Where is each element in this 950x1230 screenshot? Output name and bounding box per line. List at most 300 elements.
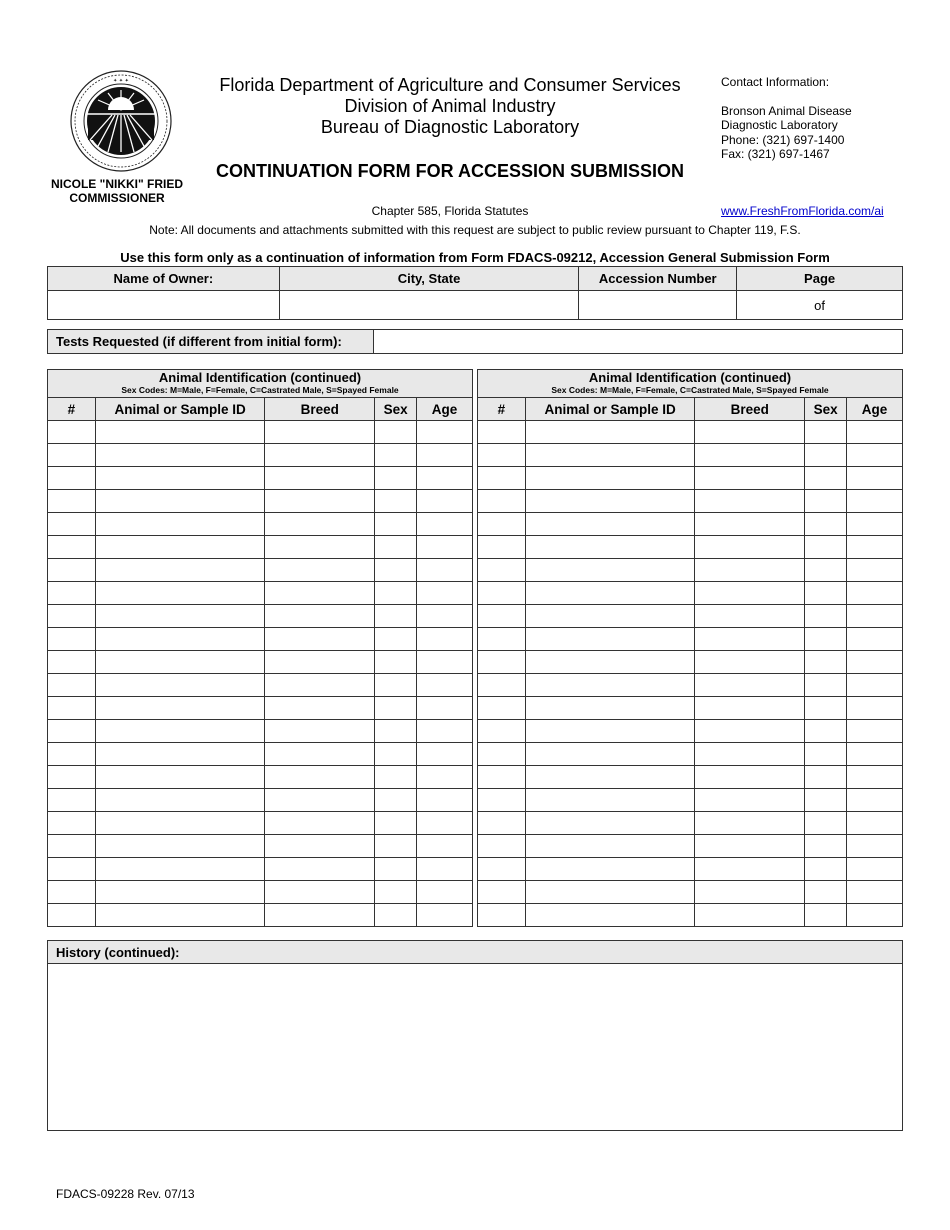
table-row <box>48 490 473 513</box>
age-cell[interactable] <box>417 582 473 605</box>
row-number-cell[interactable] <box>478 789 526 812</box>
sample-id-cell[interactable] <box>95 766 265 789</box>
table-row <box>48 904 473 927</box>
table-row <box>478 444 903 467</box>
department-seal <box>70 70 172 172</box>
age-cell[interactable] <box>417 766 473 789</box>
breed-cell[interactable] <box>695 789 805 812</box>
breed-cell[interactable] <box>265 444 375 467</box>
sex-cell[interactable] <box>805 444 847 467</box>
age-cell[interactable] <box>847 628 903 651</box>
sex-cell[interactable] <box>375 605 417 628</box>
breed-cell[interactable] <box>695 812 805 835</box>
breed-cell[interactable] <box>265 789 375 812</box>
row-number-cell[interactable] <box>478 513 526 536</box>
sex-cell[interactable] <box>805 720 847 743</box>
breed-cell[interactable] <box>695 559 805 582</box>
breed-cell[interactable] <box>695 674 805 697</box>
breed-cell[interactable] <box>265 628 375 651</box>
sample-id-cell[interactable] <box>95 605 265 628</box>
sample-id-cell[interactable] <box>525 559 695 582</box>
age-cell[interactable] <box>847 904 903 927</box>
sex-cell[interactable] <box>805 881 847 904</box>
table-row <box>478 881 903 904</box>
age-cell[interactable] <box>417 858 473 881</box>
breed-cell[interactable] <box>265 467 375 490</box>
row-number-cell[interactable] <box>478 582 526 605</box>
age-cell[interactable] <box>847 651 903 674</box>
sample-id-cell[interactable] <box>525 490 695 513</box>
age-cell[interactable] <box>417 720 473 743</box>
breed-cell[interactable] <box>695 421 805 444</box>
breed-cell[interactable] <box>695 582 805 605</box>
sample-id-cell[interactable] <box>95 513 265 536</box>
commissioner-name: NICOLE "NIKKI" FRIED <box>50 177 184 191</box>
owner-name-header: Name of Owner: <box>48 267 280 291</box>
accession-number-header: Accession Number <box>579 267 737 291</box>
breed-cell[interactable] <box>265 559 375 582</box>
sample-id-cell[interactable] <box>95 835 265 858</box>
sex-cell[interactable] <box>375 858 417 881</box>
table-row <box>48 582 473 605</box>
breed-cell[interactable] <box>695 835 805 858</box>
breed-cell[interactable] <box>265 858 375 881</box>
sample-id-cell[interactable] <box>95 467 265 490</box>
animal-section-title: Animal Identification (continued) <box>158 369 362 385</box>
row-number-cell[interactable] <box>48 467 96 490</box>
sample-id-cell[interactable] <box>95 697 265 720</box>
sex-cell[interactable] <box>805 789 847 812</box>
age-cell[interactable] <box>417 789 473 812</box>
commissioner-block <box>40 177 194 205</box>
sex-cell[interactable] <box>375 766 417 789</box>
sample-id-cell[interactable] <box>95 858 265 881</box>
breed-cell[interactable] <box>695 467 805 490</box>
sample-id-cell[interactable] <box>525 628 695 651</box>
animal-section-header <box>48 370 473 398</box>
breed-cell[interactable] <box>695 904 805 927</box>
city-state-field[interactable] <box>279 291 579 320</box>
age-cell[interactable] <box>847 605 903 628</box>
breed-cell[interactable] <box>695 605 805 628</box>
sex-cell[interactable] <box>805 835 847 858</box>
city-state-header: City, State <box>279 267 579 291</box>
sex-cell[interactable] <box>375 513 417 536</box>
public-record-note: Note: All documents and attachments submitted with this request are subject to public review pursuant to Chapter 119, F.S. <box>149 223 801 237</box>
sample-id-cell[interactable] <box>95 881 265 904</box>
row-number-cell[interactable] <box>478 720 526 743</box>
row-number-cell[interactable] <box>48 904 96 927</box>
sex-cell[interactable] <box>805 812 847 835</box>
age-cell[interactable] <box>847 444 903 467</box>
sample-id-cell[interactable] <box>525 789 695 812</box>
agency-line-3: Bureau of Diagnostic Laboratory <box>320 117 580 137</box>
row-number-cell[interactable] <box>48 766 96 789</box>
age-cell[interactable] <box>847 720 903 743</box>
sample-id-cell[interactable] <box>95 651 265 674</box>
breed-cell[interactable] <box>265 674 375 697</box>
age-cell[interactable] <box>847 559 903 582</box>
contact-info <box>721 75 852 162</box>
row-number-cell[interactable] <box>48 536 96 559</box>
age-cell[interactable] <box>847 789 903 812</box>
sample-id-cell[interactable] <box>525 421 695 444</box>
sample-id-cell[interactable] <box>95 789 265 812</box>
sex-cell[interactable] <box>375 697 417 720</box>
col-sex-header: Sex <box>805 398 847 421</box>
sex-cell[interactable] <box>375 559 417 582</box>
row-number-cell[interactable] <box>478 766 526 789</box>
age-cell[interactable] <box>417 444 473 467</box>
breed-cell[interactable] <box>265 697 375 720</box>
breed-cell[interactable] <box>695 651 805 674</box>
sample-id-cell[interactable] <box>525 835 695 858</box>
sample-id-cell[interactable] <box>525 766 695 789</box>
age-cell[interactable] <box>847 513 903 536</box>
row-number-cell[interactable] <box>478 467 526 490</box>
sex-cell[interactable] <box>375 582 417 605</box>
page-header: Page <box>737 267 903 291</box>
col-sample-id-header: Animal or Sample ID <box>95 398 265 421</box>
age-cell[interactable] <box>417 743 473 766</box>
col-age-header: Age <box>847 398 903 421</box>
table-row <box>478 789 903 812</box>
table-row <box>478 651 903 674</box>
table-row <box>478 513 903 536</box>
sample-id-cell[interactable] <box>95 582 265 605</box>
sex-cell[interactable] <box>805 605 847 628</box>
sex-cell[interactable] <box>375 743 417 766</box>
sample-id-cell[interactable] <box>95 674 265 697</box>
age-cell[interactable] <box>417 651 473 674</box>
breed-cell[interactable] <box>695 697 805 720</box>
breed-cell[interactable] <box>695 628 805 651</box>
svg-text:✦ ✦ ✦: ✦ ✦ ✦ <box>113 78 129 84</box>
sex-cell[interactable] <box>805 467 847 490</box>
sex-cell[interactable] <box>375 536 417 559</box>
breed-cell[interactable] <box>695 444 805 467</box>
col-number-header: # <box>48 398 96 421</box>
table-row <box>48 605 473 628</box>
age-cell[interactable] <box>417 628 473 651</box>
row-number-cell[interactable] <box>48 444 96 467</box>
sample-id-cell[interactable] <box>95 536 265 559</box>
sample-id-cell[interactable] <box>95 904 265 927</box>
breed-cell[interactable] <box>265 835 375 858</box>
row-number-cell[interactable] <box>478 605 526 628</box>
sex-cell[interactable] <box>805 697 847 720</box>
sex-cell[interactable] <box>805 536 847 559</box>
breed-cell[interactable] <box>265 421 375 444</box>
row-number-cell[interactable] <box>478 743 526 766</box>
tests-requested-table <box>47 329 903 354</box>
breed-cell[interactable] <box>265 904 375 927</box>
history-field[interactable] <box>48 964 903 1131</box>
table-row <box>478 536 903 559</box>
row-number-cell[interactable] <box>48 674 96 697</box>
sample-id-cell[interactable] <box>525 720 695 743</box>
sex-cell[interactable] <box>375 628 417 651</box>
table-row <box>48 559 473 582</box>
contact-lab-line-2: Diagnostic Laboratory <box>721 118 838 132</box>
col-number-header: # <box>478 398 526 421</box>
table-row <box>48 444 473 467</box>
breed-cell[interactable] <box>265 720 375 743</box>
sample-id-cell[interactable] <box>525 444 695 467</box>
page-field[interactable] <box>737 291 903 320</box>
table-row <box>48 697 473 720</box>
table-row <box>478 467 903 490</box>
age-cell[interactable] <box>847 674 903 697</box>
animal-section-title: Animal Identification (continued) <box>588 369 792 385</box>
row-number-cell[interactable] <box>48 513 96 536</box>
table-row <box>478 720 903 743</box>
table-row <box>48 421 473 444</box>
sex-cell[interactable] <box>805 651 847 674</box>
table-row <box>48 881 473 904</box>
breed-cell[interactable] <box>695 490 805 513</box>
row-number-cell[interactable] <box>478 674 526 697</box>
row-number-cell[interactable] <box>478 559 526 582</box>
sample-id-cell[interactable] <box>525 904 695 927</box>
breed-cell[interactable] <box>695 720 805 743</box>
table-row <box>478 490 903 513</box>
row-number-cell[interactable] <box>48 651 96 674</box>
row-number-cell[interactable] <box>48 421 96 444</box>
row-number-cell[interactable] <box>478 421 526 444</box>
sex-cell[interactable] <box>375 789 417 812</box>
history-label: History (continued): <box>48 941 903 964</box>
breed-cell[interactable] <box>265 651 375 674</box>
row-number-cell[interactable] <box>48 628 96 651</box>
table-row <box>48 766 473 789</box>
table-row <box>478 743 903 766</box>
col-breed-header: Breed <box>695 398 805 421</box>
age-cell[interactable] <box>847 835 903 858</box>
age-cell[interactable] <box>417 490 473 513</box>
row-number-cell[interactable] <box>48 582 96 605</box>
sample-id-cell[interactable] <box>525 881 695 904</box>
breed-cell[interactable] <box>265 605 375 628</box>
row-number-cell[interactable] <box>48 720 96 743</box>
table-row <box>478 582 903 605</box>
sample-id-cell[interactable] <box>95 421 265 444</box>
sample-id-cell[interactable] <box>525 582 695 605</box>
form-number: FDACS-09228 Rev. 07/13 <box>56 1187 195 1201</box>
breed-cell[interactable] <box>265 513 375 536</box>
table-row <box>48 743 473 766</box>
sex-cell[interactable] <box>375 651 417 674</box>
age-cell[interactable] <box>417 605 473 628</box>
sample-id-cell[interactable] <box>525 467 695 490</box>
age-cell[interactable] <box>417 904 473 927</box>
age-cell[interactable] <box>417 697 473 720</box>
row-number-cell[interactable] <box>48 605 96 628</box>
sex-codes-legend: Sex Codes: M=Male, F=Female, C=Castrated Male, S=Spayed Female <box>551 384 829 395</box>
commissioner-title: COMMISSIONER <box>69 191 165 205</box>
col-breed-header: Breed <box>265 398 375 421</box>
row-number-cell[interactable] <box>48 812 96 835</box>
sex-cell[interactable] <box>805 490 847 513</box>
sample-id-cell[interactable] <box>525 674 695 697</box>
sex-cell[interactable] <box>375 881 417 904</box>
age-cell[interactable] <box>847 536 903 559</box>
row-number-cell[interactable] <box>478 444 526 467</box>
col-sex-header: Sex <box>375 398 417 421</box>
accession-number-field[interactable] <box>579 291 737 320</box>
sex-cell[interactable] <box>375 720 417 743</box>
age-cell[interactable] <box>847 812 903 835</box>
sample-id-cell[interactable] <box>525 743 695 766</box>
breed-cell[interactable] <box>695 858 805 881</box>
usage-instruction: Use this form only as a continuation of information from Form FDACS-09212, Accession General Submission Form <box>120 250 830 265</box>
age-cell[interactable] <box>417 881 473 904</box>
table-row <box>48 858 473 881</box>
agency-line-2: Division of Animal Industry <box>344 96 556 116</box>
table-row <box>48 674 473 697</box>
website-link[interactable]: www.FreshFromFlorida.com/ai <box>721 204 884 218</box>
row-number-cell[interactable] <box>478 881 526 904</box>
owner-name-field[interactable] <box>48 291 280 320</box>
sample-id-cell[interactable] <box>95 628 265 651</box>
age-cell[interactable] <box>847 490 903 513</box>
table-row <box>48 835 473 858</box>
table-row <box>48 789 473 812</box>
age-cell[interactable] <box>417 536 473 559</box>
breed-cell[interactable] <box>265 536 375 559</box>
table-row <box>478 812 903 835</box>
sex-cell[interactable] <box>375 490 417 513</box>
row-number-cell[interactable] <box>48 743 96 766</box>
breed-cell[interactable] <box>265 490 375 513</box>
table-row <box>48 812 473 835</box>
age-cell[interactable] <box>417 559 473 582</box>
history-table <box>47 940 903 1131</box>
sample-id-cell[interactable] <box>525 651 695 674</box>
sex-codes-legend: Sex Codes: M=Male, F=Female, C=Castrated Male, S=Spayed Female <box>121 384 399 395</box>
sample-id-cell[interactable] <box>95 743 265 766</box>
age-cell[interactable] <box>847 697 903 720</box>
row-number-cell[interactable] <box>48 789 96 812</box>
row-number-cell[interactable] <box>48 697 96 720</box>
sample-id-cell[interactable] <box>525 605 695 628</box>
breed-cell[interactable] <box>265 743 375 766</box>
sex-cell[interactable] <box>375 467 417 490</box>
sex-cell[interactable] <box>805 421 847 444</box>
sample-id-cell[interactable] <box>95 812 265 835</box>
sex-cell[interactable] <box>805 766 847 789</box>
table-row <box>48 720 473 743</box>
breed-cell[interactable] <box>265 812 375 835</box>
age-cell[interactable] <box>847 582 903 605</box>
age-cell[interactable] <box>417 421 473 444</box>
sample-id-cell[interactable] <box>525 858 695 881</box>
chapter-statute: Chapter 585, Florida Statutes <box>371 204 529 218</box>
tests-requested-field[interactable] <box>374 330 903 354</box>
breed-cell[interactable] <box>265 766 375 789</box>
sex-cell[interactable] <box>375 444 417 467</box>
page-of-label: of <box>814 297 825 313</box>
breed-cell[interactable] <box>695 766 805 789</box>
sex-cell[interactable] <box>805 674 847 697</box>
sex-cell[interactable] <box>805 904 847 927</box>
table-row <box>478 766 903 789</box>
agency-header <box>195 75 705 138</box>
sample-id-cell[interactable] <box>95 720 265 743</box>
row-number-cell[interactable] <box>478 812 526 835</box>
row-number-cell[interactable] <box>48 490 96 513</box>
sample-id-cell[interactable] <box>95 559 265 582</box>
age-cell[interactable] <box>417 513 473 536</box>
breed-cell[interactable] <box>265 881 375 904</box>
sex-cell[interactable] <box>805 628 847 651</box>
breed-cell[interactable] <box>265 582 375 605</box>
sex-cell[interactable] <box>375 674 417 697</box>
age-cell[interactable] <box>417 835 473 858</box>
sex-cell[interactable] <box>805 858 847 881</box>
row-number-cell[interactable] <box>478 697 526 720</box>
age-cell[interactable] <box>847 743 903 766</box>
sample-id-cell[interactable] <box>525 513 695 536</box>
row-number-cell[interactable] <box>48 559 96 582</box>
age-cell[interactable] <box>417 812 473 835</box>
age-cell[interactable] <box>847 881 903 904</box>
row-number-cell[interactable] <box>478 835 526 858</box>
breed-cell[interactable] <box>695 513 805 536</box>
row-number-cell[interactable] <box>48 858 96 881</box>
contact-fax: Fax: (321) 697-1467 <box>721 147 830 161</box>
table-row <box>48 467 473 490</box>
table-row <box>478 674 903 697</box>
sample-id-cell[interactable] <box>525 536 695 559</box>
row-number-cell[interactable] <box>48 881 96 904</box>
row-number-cell[interactable] <box>478 651 526 674</box>
table-row <box>478 628 903 651</box>
sample-id-cell[interactable] <box>525 697 695 720</box>
sample-id-cell[interactable] <box>95 490 265 513</box>
col-sample-id-header: Animal or Sample ID <box>525 398 695 421</box>
age-cell[interactable] <box>847 858 903 881</box>
contact-lab-line-1: Bronson Animal Disease <box>721 103 852 118</box>
sex-cell[interactable] <box>805 582 847 605</box>
age-cell[interactable] <box>847 467 903 490</box>
age-cell[interactable] <box>847 421 903 444</box>
sex-cell[interactable] <box>375 835 417 858</box>
sex-cell[interactable] <box>375 904 417 927</box>
row-number-cell[interactable] <box>478 490 526 513</box>
sex-cell[interactable] <box>805 559 847 582</box>
age-cell[interactable] <box>847 766 903 789</box>
breed-cell[interactable] <box>695 536 805 559</box>
sample-id-cell[interactable] <box>525 812 695 835</box>
row-number-cell[interactable] <box>478 536 526 559</box>
row-number-cell[interactable] <box>478 628 526 651</box>
sex-cell[interactable] <box>805 743 847 766</box>
age-cell[interactable] <box>417 467 473 490</box>
row-number-cell[interactable] <box>48 835 96 858</box>
sex-cell[interactable] <box>805 513 847 536</box>
sex-cell[interactable] <box>375 812 417 835</box>
breed-cell[interactable] <box>695 881 805 904</box>
table-row <box>48 536 473 559</box>
tests-requested-label: Tests Requested (if different from initial form): <box>48 330 374 354</box>
row-number-cell[interactable] <box>478 858 526 881</box>
age-cell[interactable] <box>417 674 473 697</box>
breed-cell[interactable] <box>695 743 805 766</box>
row-number-cell[interactable] <box>478 904 526 927</box>
sample-id-cell[interactable] <box>95 444 265 467</box>
sex-cell[interactable] <box>375 421 417 444</box>
